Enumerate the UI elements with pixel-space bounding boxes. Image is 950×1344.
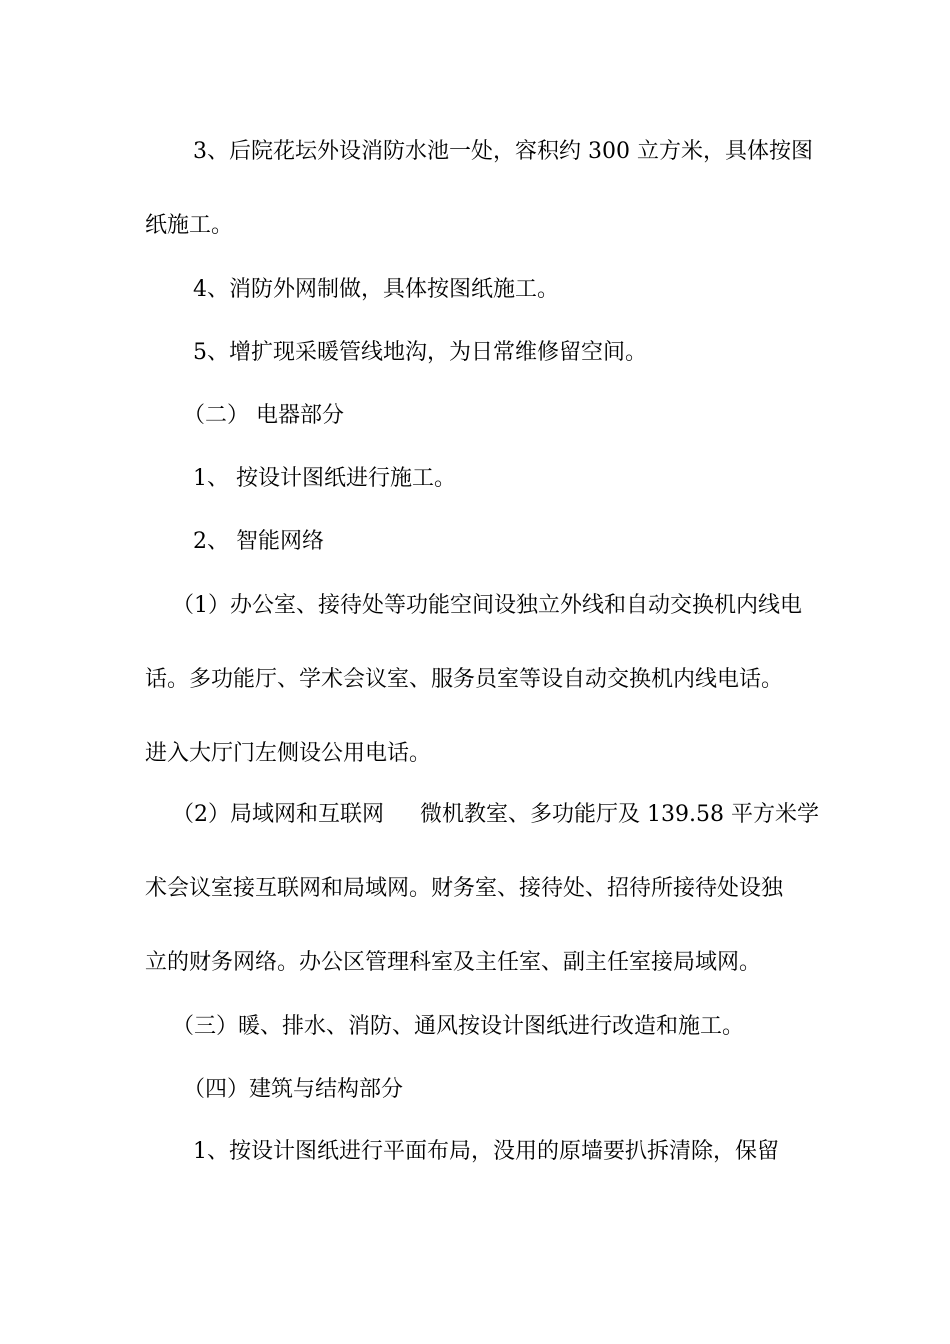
subheading-smart-network: 2、 智能网络 bbox=[193, 529, 324, 554]
paragraph-line-floor-plan: 1、按设计图纸进行平面布局，没用的原墙要扒拆清除，保留 bbox=[193, 1139, 779, 1164]
paragraph-line-fire-network: 4、消防外网制做，具体按图纸施工。 bbox=[193, 277, 559, 302]
paragraph-line-lan-internet: 微机教室、多功能厅及 139.58 平方米学 bbox=[420, 802, 819, 827]
paragraph-line-fire-pool: 3、后院花坛外设消防水池一处，容积约 300 立方米，具体按图 bbox=[193, 139, 813, 164]
subheading-lan-internet: （2）局域网和互联网 bbox=[172, 802, 384, 827]
paragraph-line-lan-internet-cont: 术会议室接互联网和局域网。财务室、接待处、招待所接待处设独 bbox=[145, 876, 784, 901]
paragraph-line-fire-pool-cont: 纸施工。 bbox=[145, 213, 234, 238]
paragraph-line-telephone-cont: 话。多功能厅、学术会议室、服务员室等设自动交换机内线电话。 bbox=[145, 667, 784, 692]
paragraph-line-telephone: （1）办公室、接待处等功能空间设独立外线和自动交换机内线电 bbox=[172, 593, 802, 618]
paragraph-line-heating-trench: 5、增扩现采暖管线地沟，为日常维修留空间。 bbox=[193, 340, 647, 365]
section-heading-electrical: （二） 电器部分 bbox=[183, 403, 344, 428]
paragraph-line-finance-network: 立的财务网络。办公区管理科室及主任室、副主任室接局域网。 bbox=[145, 950, 762, 975]
section-heading-hvac: （三）暖、排水、消防、通风按设计图纸进行改造和施工。 bbox=[172, 1014, 745, 1039]
paragraph-line-public-phone: 进入大厅门左侧设公用电话。 bbox=[145, 741, 432, 766]
section-heading-structure: （四）建筑与结构部分 bbox=[183, 1077, 404, 1102]
paragraph-line-electrical-design: 1、 按设计图纸进行施工。 bbox=[193, 466, 456, 491]
